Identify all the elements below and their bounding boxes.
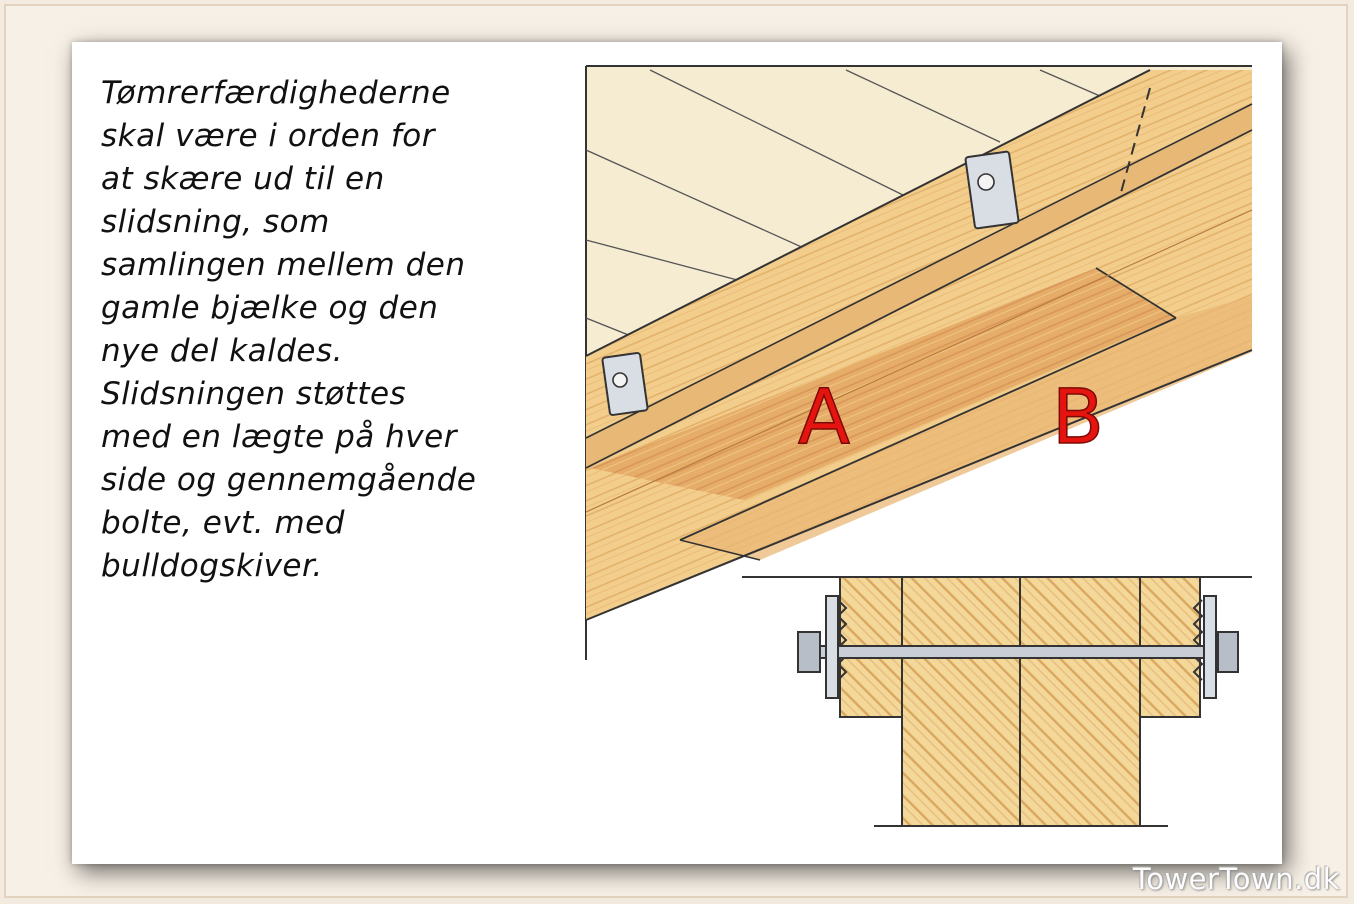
description-line: samlingen mellem den: [101, 247, 466, 283]
description-line: bulldogskiver.: [101, 548, 323, 584]
description-line: med en lægte på hver: [101, 419, 457, 455]
description-line: side og gennemgående: [101, 462, 477, 498]
description-line: gamle bjælke og den: [101, 290, 439, 326]
description-line: slidsning, som: [101, 204, 330, 240]
description-line: bolte, evt. med: [101, 505, 345, 541]
description-line: Slidsningen støttes: [101, 376, 407, 412]
description-line: at skære ud til en: [101, 161, 385, 197]
cross-section: [742, 577, 1252, 826]
description-line: skal være i orden for: [101, 118, 435, 154]
watermark: TowerTown.dk: [1132, 862, 1340, 896]
description-line: Tømrerfærdighederne: [101, 75, 451, 111]
description-line: nye del kaldes.: [101, 333, 343, 369]
label-a: A: [798, 372, 850, 461]
label-b: B: [1051, 372, 1105, 461]
bolt-washer-icon: [602, 353, 648, 416]
bolt-washer-icon: [965, 151, 1019, 228]
